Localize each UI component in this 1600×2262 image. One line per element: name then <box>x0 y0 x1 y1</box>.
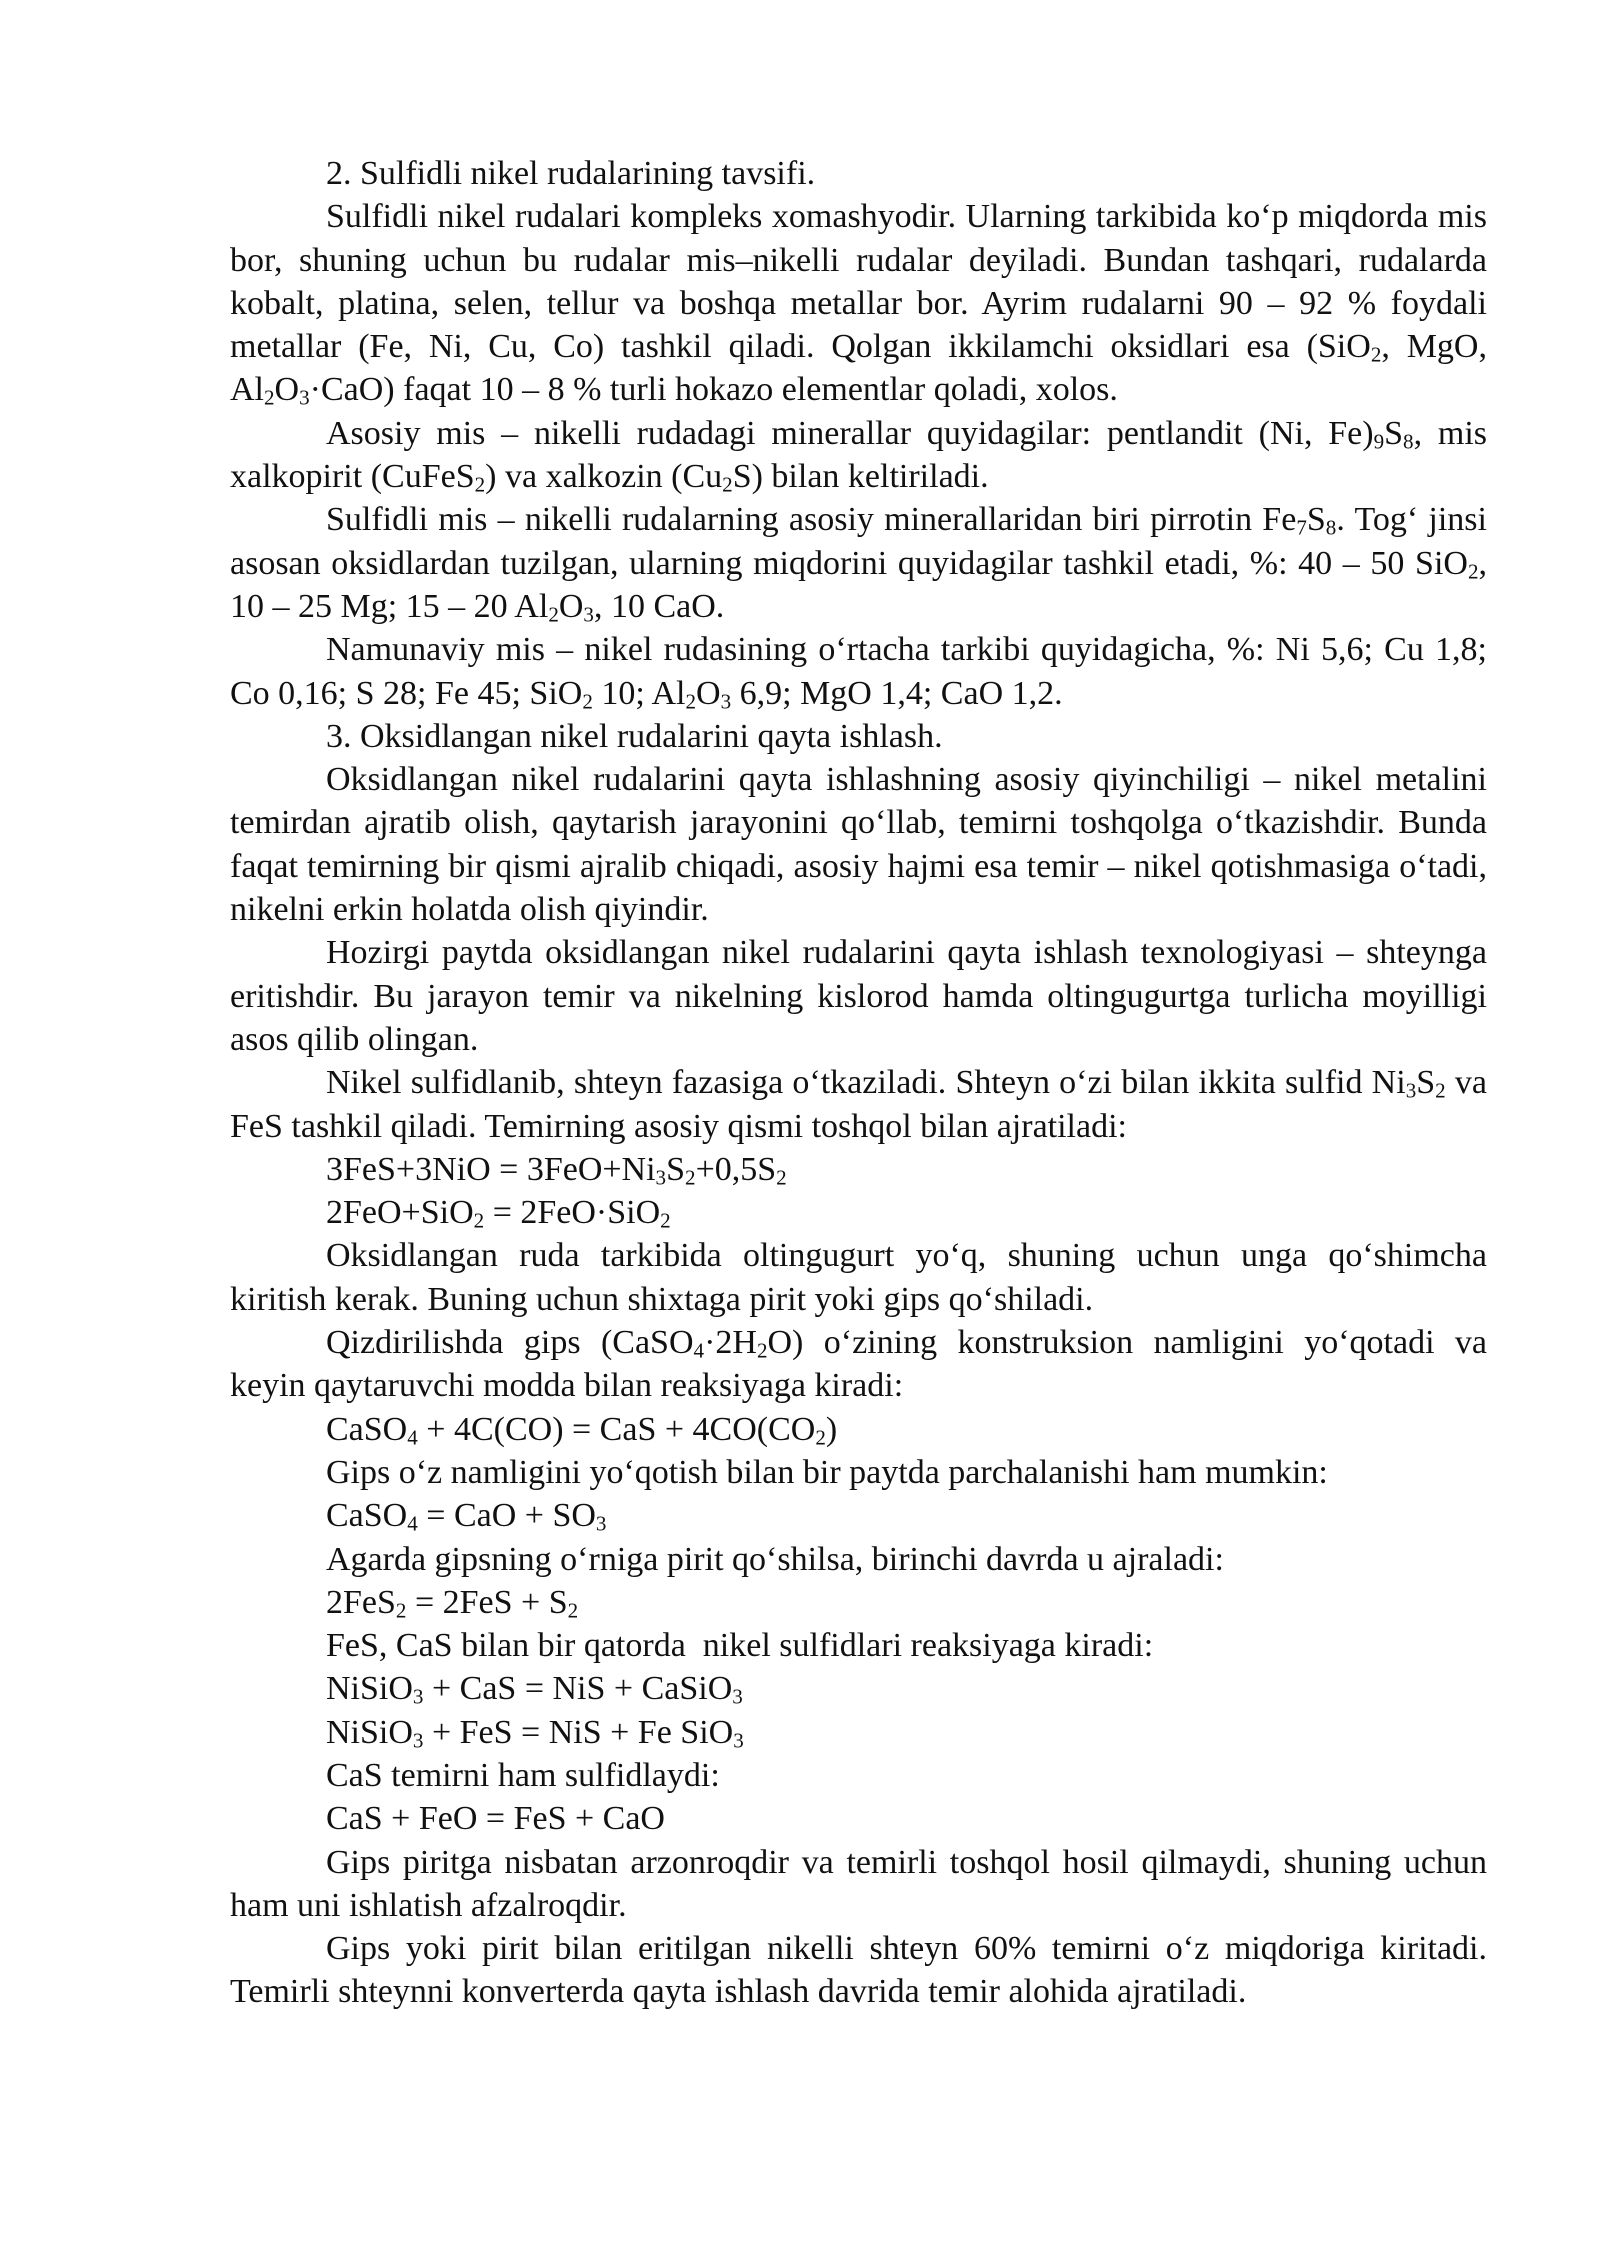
document-page <box>230 152 1487 2014</box>
paragraph: Asosiy mis – nikelli rudadagi minerallar quyidagilar: pentlandit (Ni, $Fe)_9S_8$, mis xalkopirit (CuFeS$_2$) va xalkozin $(Cu_2S)$ bilan keltiriladi. <box>230 414 1488 497</box>
paragraph: Gips piritga nisbatan arzonroqdir va temirli toshqol hosil qilmaydi, shuning uchun ham uni ishlatish afzalroqdir. <box>230 1843 1487 1924</box>
paragraph: Qizdirilishda gips $(CaSO_4\cdot 2H_2O)$ o‘zining konstruksion namligini yo‘qotadi va keyin qaytaruvchi modda bilan reaksiyaga kiradi: <box>230 1324 1487 1405</box>
equation-line: NiSiO$_3$ + CaS = NiS + CaSiO$_3$ <box>326 1670 743 1710</box>
paragraph: Gips yoki pirit bilan eritilgan nikelli shteyn 60% temirni o‘z miqdoriga kiritadi. Temirli shteynni konverterda qayta ishlash davrida temir alohida ajratiladi. <box>230 1930 1487 2011</box>
paragraph: Nikel sulfidlanib, shteyn fazasiga o‘tkaziladi. Shteyn o‘zi bilan ikkita sulfid $Ni_3S_2$ va FeS tashkil qiladi. Temirning asosiy qismi toshqol bilan ajratiladi: <box>230 1064 1487 1145</box>
equation-line: CaS temirni ham sulfidlaydi: <box>326 1756 720 1794</box>
paragraph: Oksidlangan ruda tarkibida oltingugurt yo‘q, shuning uchun unga qo‘shimcha kiritish kerak. Buning uchun shixtaga pirit yoki gips qo‘shiladi. <box>230 1237 1487 1318</box>
equation-line: $2FeS_2 = 2FeS + S_2$ <box>326 1583 579 1623</box>
paragraph: 2. Sulfidli nikel rudalarining tavsifi. <box>326 155 816 192</box>
paragraph: Sulfidli nikel rudalari kompleks xomashyodir. Ularning tarkibida ko‘p miqdorda mis bor, shuning uchun bu rudalar mis–nikelli rudalar deyiladi. Bundan tashqari, rudalarda kobalt, platina, selen, tellur va boshqa metallar bor. Ayrim rudalarni 90 – 92 % foydali metallar (Fe, Ni, Cu, Co) tashkil qiladi. Qolgan ikkilamchi oksidlari esa (SiO$_2$, MgO, $Al_2O_3\cdot CaO$) faqat 10 – 8 % turli hokazo elementlar qoladi, xolos. <box>230 198 1487 411</box>
paragraph: Hozirgi paytda oksidlangan nikel rudalarini qayta ishlash texnologiyasi – shteynga eritishdir. Bu jarayon temir va nikelning kislorod hamda oltingugurtga turlicha moyilligi asos qilib olingan. <box>230 934 1487 1058</box>
equation-line: FeS, CaS bilan bir qatorda nikel sulfidlari reaksiyaga kiradi: <box>326 1627 1154 1665</box>
equation-line: CaS + FeO = FeS + CaO <box>326 1800 665 1838</box>
paragraph: 3. Oksidlangan nikel rudalarini qayta ishlash. <box>326 717 943 755</box>
equation-line: NiSiO$_3$ + FeS = NiS + Fe SiO$_3$ <box>326 1713 744 1753</box>
equation-line: CaSO$_4$ + 4C(CO) = CaS + $4CO(CO_2)$ <box>326 1410 838 1450</box>
equation-line: CaSO$_4$ = CaO + $SO_3$ <box>326 1497 607 1536</box>
paragraph: Oksidlangan nikel rudalarini qayta ishlashning asosiy qiyinchiligi – nikel metalini temirdan ajratib olish, qaytarish jarayonini qo‘llab, temirni toshqolga o‘tkazishdir. Bunda faqat temirning bir qismi ajralib chiqadi, asosiy hajmi esa temir – nikel qotishmasiga o‘tadi, nikelni erkin holatda olish qiyindir. <box>230 761 1487 929</box>
equation-line: Gips o‘z namligini yo‘qotish bilan bir paytda parchalanishi ham mumkin: <box>326 1453 1328 1491</box>
equation-line: Agarda gipsning o‘rniga pirit qo‘shilsa, birinchi davrda u ajraladi: <box>326 1540 1224 1578</box>
paragraph: Namunaviy mis – nikel rudasining o‘rtacha tarkibi quyidagicha, %: Ni 5,6; Cu 1,8; Co 0,16; S 28; Fe 45; SiO$_2$ 10; $Al_2O_3$ 6,9; MgO 1,4; CaO 1,2. <box>230 631 1487 714</box>
equation-line: $3FeS+3NiO = 3FeO+Ni_3S_2+0,5S_2$ <box>326 1150 787 1190</box>
paragraph: Sulfidli mis – nikelli rudalarning asosiy minerallaridan biri pirrotin $Fe_7S_8$. Tog‘ jinsi asosan oksidlardan tuzilgan, ularning miqdorini quyidagilar tashkil etadi, %: 40 – 50 SiO$_2$, 10 – 25 Mg; 15 – 20 $Al_2O_3$, 10 CaO. <box>230 501 1487 627</box>
equation-line: 2FeO+SiO$_2$ = 2FeO·SiO$_2$ <box>326 1194 671 1233</box>
